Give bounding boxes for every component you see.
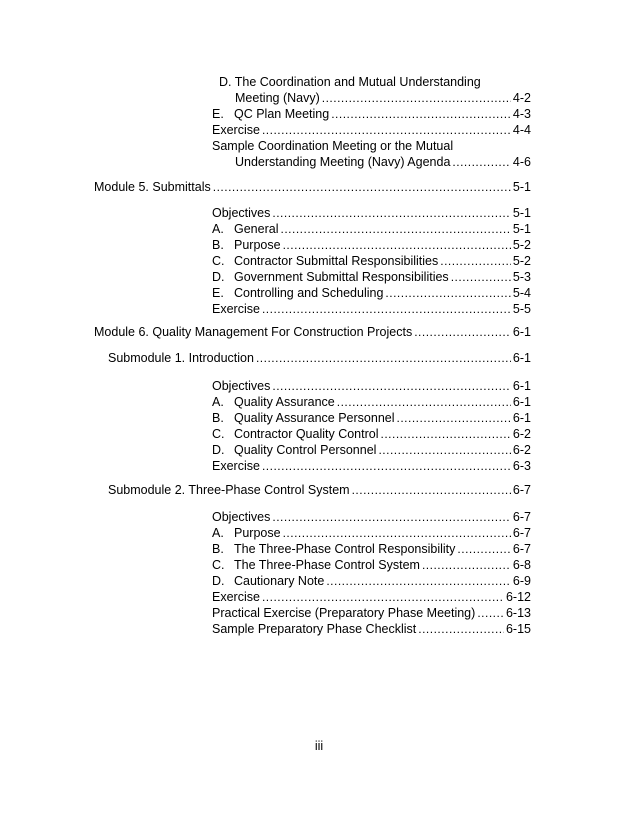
dot-leader (283, 525, 511, 541)
toc-page-number: 6-1 (512, 379, 531, 393)
toc-entry-label: Cautionary Note (234, 574, 325, 588)
toc-entry-module4-exercise (212, 122, 531, 138)
toc-page-number: 6-9 (512, 574, 531, 588)
dot-leader (213, 179, 511, 195)
toc-entry-submodule1-objectives (212, 378, 531, 394)
toc-entry-submodule2 (108, 482, 531, 498)
toc-entry-marker: C. (212, 254, 225, 268)
toc-entry-marker: D. (212, 574, 225, 588)
toc-entry-label: Quality Control Personnel (234, 443, 377, 457)
dot-leader (262, 122, 511, 138)
dot-leader (262, 589, 504, 605)
toc-entry-marker: B. (212, 238, 224, 252)
toc-page-number: 6-7 (512, 542, 531, 556)
toc-entry-label: Purpose (234, 238, 281, 252)
toc-entry-marker: B. (212, 411, 224, 425)
toc-entry-submodule1-b (212, 410, 531, 426)
dot-leader (283, 237, 511, 253)
toc-entry-label: Objectives (212, 206, 271, 220)
toc-entry-label: Quality Assurance Personnel (234, 411, 395, 425)
toc-entry-submodule2-d (212, 573, 531, 589)
toc-entry-marker: D. (212, 443, 225, 457)
toc-page-number: 4-4 (512, 123, 531, 137)
toc-entry-submodule1-a (212, 394, 531, 410)
toc-entry-label: Practical Exercise (Preparatory Phase Meeting) (212, 606, 476, 620)
toc-page-number: 6-1 (512, 395, 531, 409)
toc-entry-label: Sample Preparatory Phase Checklist (212, 622, 417, 636)
toc-page-number: 6-15 (505, 622, 531, 636)
dot-leader (397, 410, 511, 426)
toc-entry-label: Objectives (212, 510, 271, 524)
toc-entry-label: Purpose (234, 526, 281, 540)
toc-page-number: 5-2 (512, 238, 531, 252)
dot-leader (385, 285, 511, 301)
dot-leader (337, 394, 511, 410)
toc-page-number: 5-1 (512, 206, 531, 220)
dot-leader (272, 205, 511, 221)
toc-page-number: 6-7 (512, 526, 531, 540)
toc-entry-submodule2-objectives (212, 509, 531, 525)
toc-entry-submodule2-b (212, 541, 531, 557)
toc-entry-submodule2-practical-exercise (212, 605, 531, 621)
toc-entry-label: Quality Assurance (234, 395, 335, 409)
dot-leader (414, 324, 511, 340)
toc-page-number: 6-2 (512, 443, 531, 457)
dot-leader (440, 253, 511, 269)
toc-entry-label: Controlling and Scheduling (234, 286, 384, 300)
toc-entry-module5 (94, 179, 531, 195)
dot-leader (352, 482, 511, 498)
toc-entry-label: Exercise (212, 123, 260, 137)
toc-entry-label: Contractor Submittal Responsibilities (234, 254, 439, 268)
toc-entry-marker: E. (212, 286, 224, 300)
toc-entry-submodule2-sample-checklist (212, 621, 531, 637)
dot-leader (256, 350, 511, 366)
toc-page-number: 5-2 (512, 254, 531, 268)
toc-entry-label: Objectives (212, 379, 271, 393)
dot-leader (451, 269, 511, 285)
toc-entry-module5-b (212, 237, 531, 253)
toc-entry-d-coordination (235, 90, 531, 106)
toc-entry-label: Exercise (212, 459, 260, 473)
toc-entry-label: Exercise (212, 590, 260, 604)
dot-leader (381, 426, 511, 442)
toc-entry-module5-c (212, 253, 531, 269)
toc-entry-label: Government Submittal Responsibilities (234, 270, 449, 284)
toc-entry-label: Meeting (Navy) (235, 91, 320, 105)
toc-entry-label: Exercise (212, 302, 260, 316)
toc-page-number: 5-3 (512, 270, 531, 284)
toc-entry-label: General (234, 222, 279, 236)
toc-page-number: 6-1 (512, 325, 531, 339)
toc-page-number: 6-7 (512, 483, 531, 497)
dot-leader (452, 154, 511, 170)
dot-leader (331, 106, 511, 122)
toc-page-number: 6-1 (512, 411, 531, 425)
toc-page-number: 5-4 (512, 286, 531, 300)
dot-leader (457, 541, 511, 557)
toc-page-number: 5-1 (512, 180, 531, 194)
toc-entry-label: The Three-Phase Control Responsibility (234, 542, 456, 556)
toc-page-number: 5-1 (512, 222, 531, 236)
toc-entry-submodule2-exercise (212, 589, 531, 605)
toc-entry-submodule1-exercise (212, 458, 531, 474)
dot-leader (272, 378, 511, 394)
toc-entry-marker: B. (212, 542, 224, 556)
toc-entry-module5-e (212, 285, 531, 301)
toc-entry-e-qc-plan-meeting (212, 106, 531, 122)
dot-leader (477, 605, 504, 621)
toc-entry-module6 (94, 324, 531, 340)
toc-entry-marker: C. (212, 427, 225, 441)
dot-leader (422, 557, 511, 573)
toc-page-number: 6-12 (505, 590, 531, 604)
toc-entry-module5-objectives (212, 205, 531, 221)
dot-leader (262, 301, 511, 317)
toc-entry-label: Module 5. Submittals (94, 180, 211, 194)
toc-entry-label: D. The Coordination and Mutual Understanding (219, 75, 481, 89)
toc-entry-sample-coordination (235, 154, 531, 170)
toc-page-number: 6-13 (505, 606, 531, 620)
toc-page-number: 6-7 (512, 510, 531, 524)
toc-entry-marker: C. (212, 558, 225, 572)
toc-page-number: 6-3 (512, 459, 531, 473)
toc-entry-label: Sample Coordination Meeting or the Mutual (212, 139, 454, 153)
dot-leader (262, 458, 511, 474)
toc-page-number: 4-3 (512, 107, 531, 121)
toc-page-number: 6-1 (512, 351, 531, 365)
dot-leader (378, 442, 510, 458)
toc-entry-submodule2-a (212, 525, 531, 541)
toc-entry-sample-coordination-line1 (212, 138, 453, 154)
toc-entry-label: Submodule 1. Introduction (108, 351, 254, 365)
toc-page-number: 4-2 (512, 91, 531, 105)
toc-entry-marker: E. (212, 107, 224, 121)
toc-entry-d-coordination-line1 (219, 74, 481, 90)
toc-entry-marker: A. (212, 395, 224, 409)
toc-entry-label: Contractor Quality Control (234, 427, 379, 441)
toc-entry-label: Submodule 2. Three-Phase Control System (108, 483, 350, 497)
toc-entry-submodule1-d (212, 442, 531, 458)
toc-page-number: 6-2 (512, 427, 531, 441)
toc-entry-marker: A. (212, 526, 224, 540)
toc-page-number: 6-8 (512, 558, 531, 572)
toc-entry-module5-a (212, 221, 531, 237)
toc-entry-module5-d (212, 269, 531, 285)
dot-leader (326, 573, 511, 589)
toc-entry-label: Understanding Meeting (Navy) Agenda (235, 155, 451, 169)
toc-entry-label: The Three-Phase Control System (234, 558, 420, 572)
toc-page-number: 4-6 (512, 155, 531, 169)
toc-entry-submodule2-c (212, 557, 531, 573)
dot-leader (272, 509, 511, 525)
dot-leader (322, 90, 511, 106)
footer-page-number: iii (314, 739, 324, 753)
toc-entry-submodule1-c (212, 426, 531, 442)
dot-leader (418, 621, 504, 637)
toc-entry-module5-exercise (212, 301, 531, 317)
toc-entry-submodule1 (108, 350, 531, 366)
toc-entry-label: Module 6. Quality Management For Construction Projects (94, 325, 413, 339)
dot-leader (280, 221, 510, 237)
toc-page-number: 5-5 (512, 302, 531, 316)
toc-entry-label: QC Plan Meeting (234, 107, 330, 121)
toc-entry-marker: A. (212, 222, 224, 236)
toc-entry-marker: D. (212, 270, 225, 284)
